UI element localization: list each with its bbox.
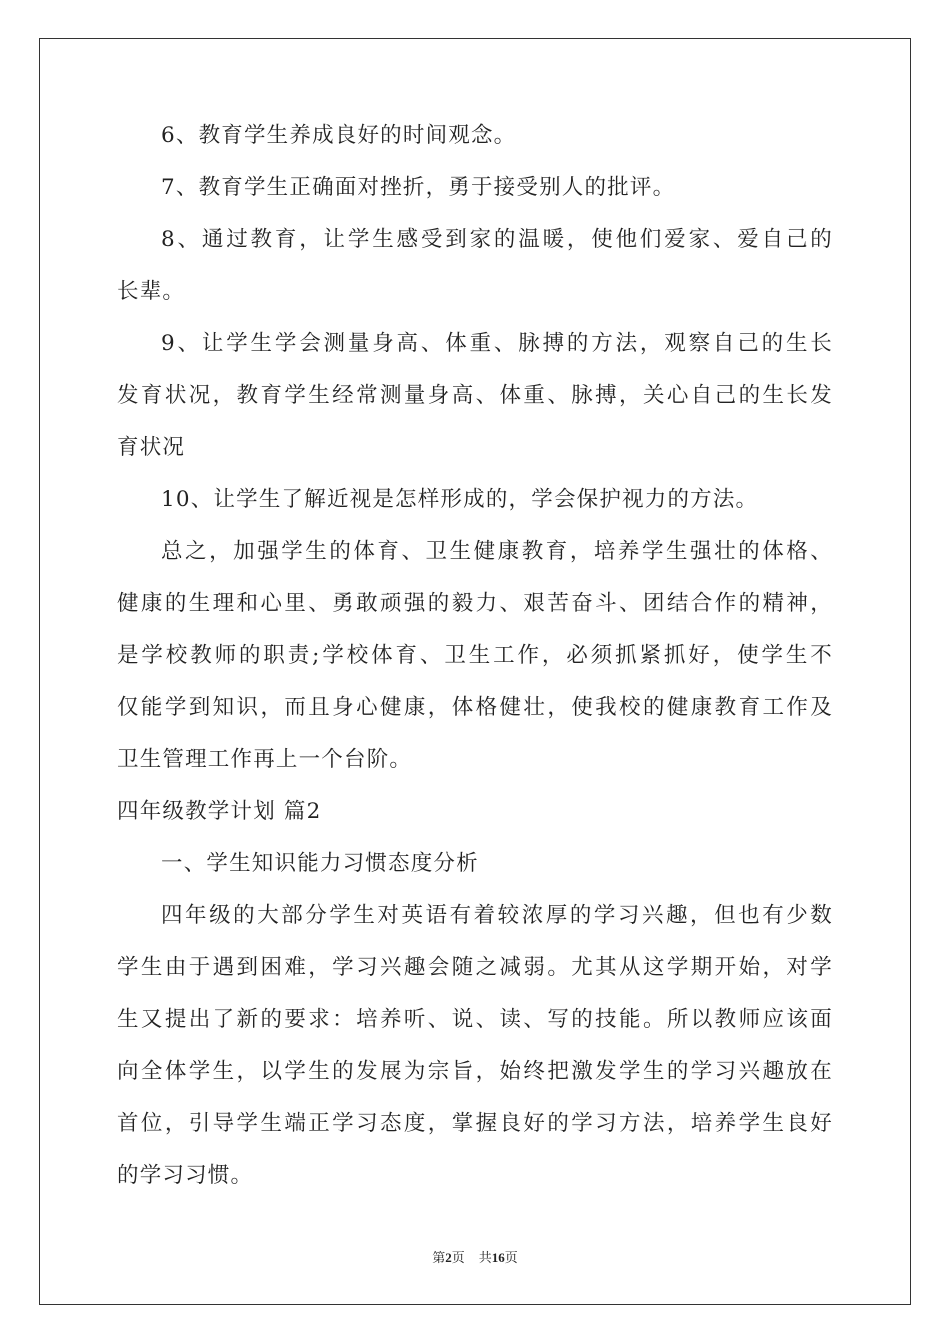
text-line: 生又提出了新的要求：培养听、说、读、写的技能。所以教师应该面: [117, 1007, 833, 1032]
page-total: 16: [491, 1250, 505, 1265]
text-line: 四年级的大部分学生对英语有着较浓厚的学习兴趣，但也有少数: [161, 903, 833, 928]
text-line: 学生由于遇到困难，学习兴趣会随之减弱。尤其从这学期开始，对学: [117, 955, 833, 980]
page-current: 2: [445, 1250, 452, 1265]
text-line: 7、教育学生正确面对挫折，勇于接受别人的批评。: [161, 175, 676, 200]
text-line: 健康的生理和心里、勇敢顽强的毅力、艰苦奋斗、团结合作的精神，: [117, 591, 833, 616]
text-line: 6、教育学生养成良好的时间观念。: [161, 123, 517, 148]
text-line: 10、让学生了解近视是怎样形成的，学会保护视力的方法。: [161, 487, 759, 512]
text-line: 发育状况，教育学生经常测量身高、体重、脉搏，关心自己的生长发: [117, 383, 833, 408]
text-line: 是学校教师的职责;学校体育、卫生工作，必须抓紧抓好，使学生不: [117, 643, 833, 668]
text-line: 9、让学生学会测量身高、体重、脉搏的方法，观察自己的生长: [161, 331, 833, 356]
text-line: 长辈。: [117, 279, 186, 304]
page-prefix: 第: [432, 1250, 446, 1265]
document-body: [117, 120, 833, 1192]
page-footer: [0, 1247, 950, 1266]
text-line: 向全体学生，以学生的发展为宗旨，始终把激发学生的学习兴趣放在: [117, 1059, 833, 1084]
text-line: 首位，引导学生端正学习态度，掌握良好的学习方法，培养学生良好: [117, 1111, 833, 1136]
page-suffix: 页: [451, 1250, 465, 1265]
total-prefix: 共: [478, 1250, 492, 1265]
text-line: 总之，加强学生的体育、卫生健康教育，培养学生强壮的体格、: [161, 539, 833, 564]
text-line: 8、通过教育，让学生感受到家的温暖，使他们爱家、爱自己的: [161, 227, 833, 252]
text-line: 育状况: [117, 435, 186, 460]
subsection-heading: 一、学生知识能力习惯态度分析: [161, 851, 479, 876]
text-line: 仅能学到知识，而且身心健康，体格健壮，使我校的健康教育工作及: [117, 695, 833, 720]
text-line: 卫生管理工作再上一个台阶。: [117, 747, 413, 772]
text-line: 的学习习惯。: [117, 1163, 254, 1188]
total-suffix: 页: [504, 1250, 518, 1265]
section-heading: 四年级教学计划 篇2: [117, 799, 322, 824]
